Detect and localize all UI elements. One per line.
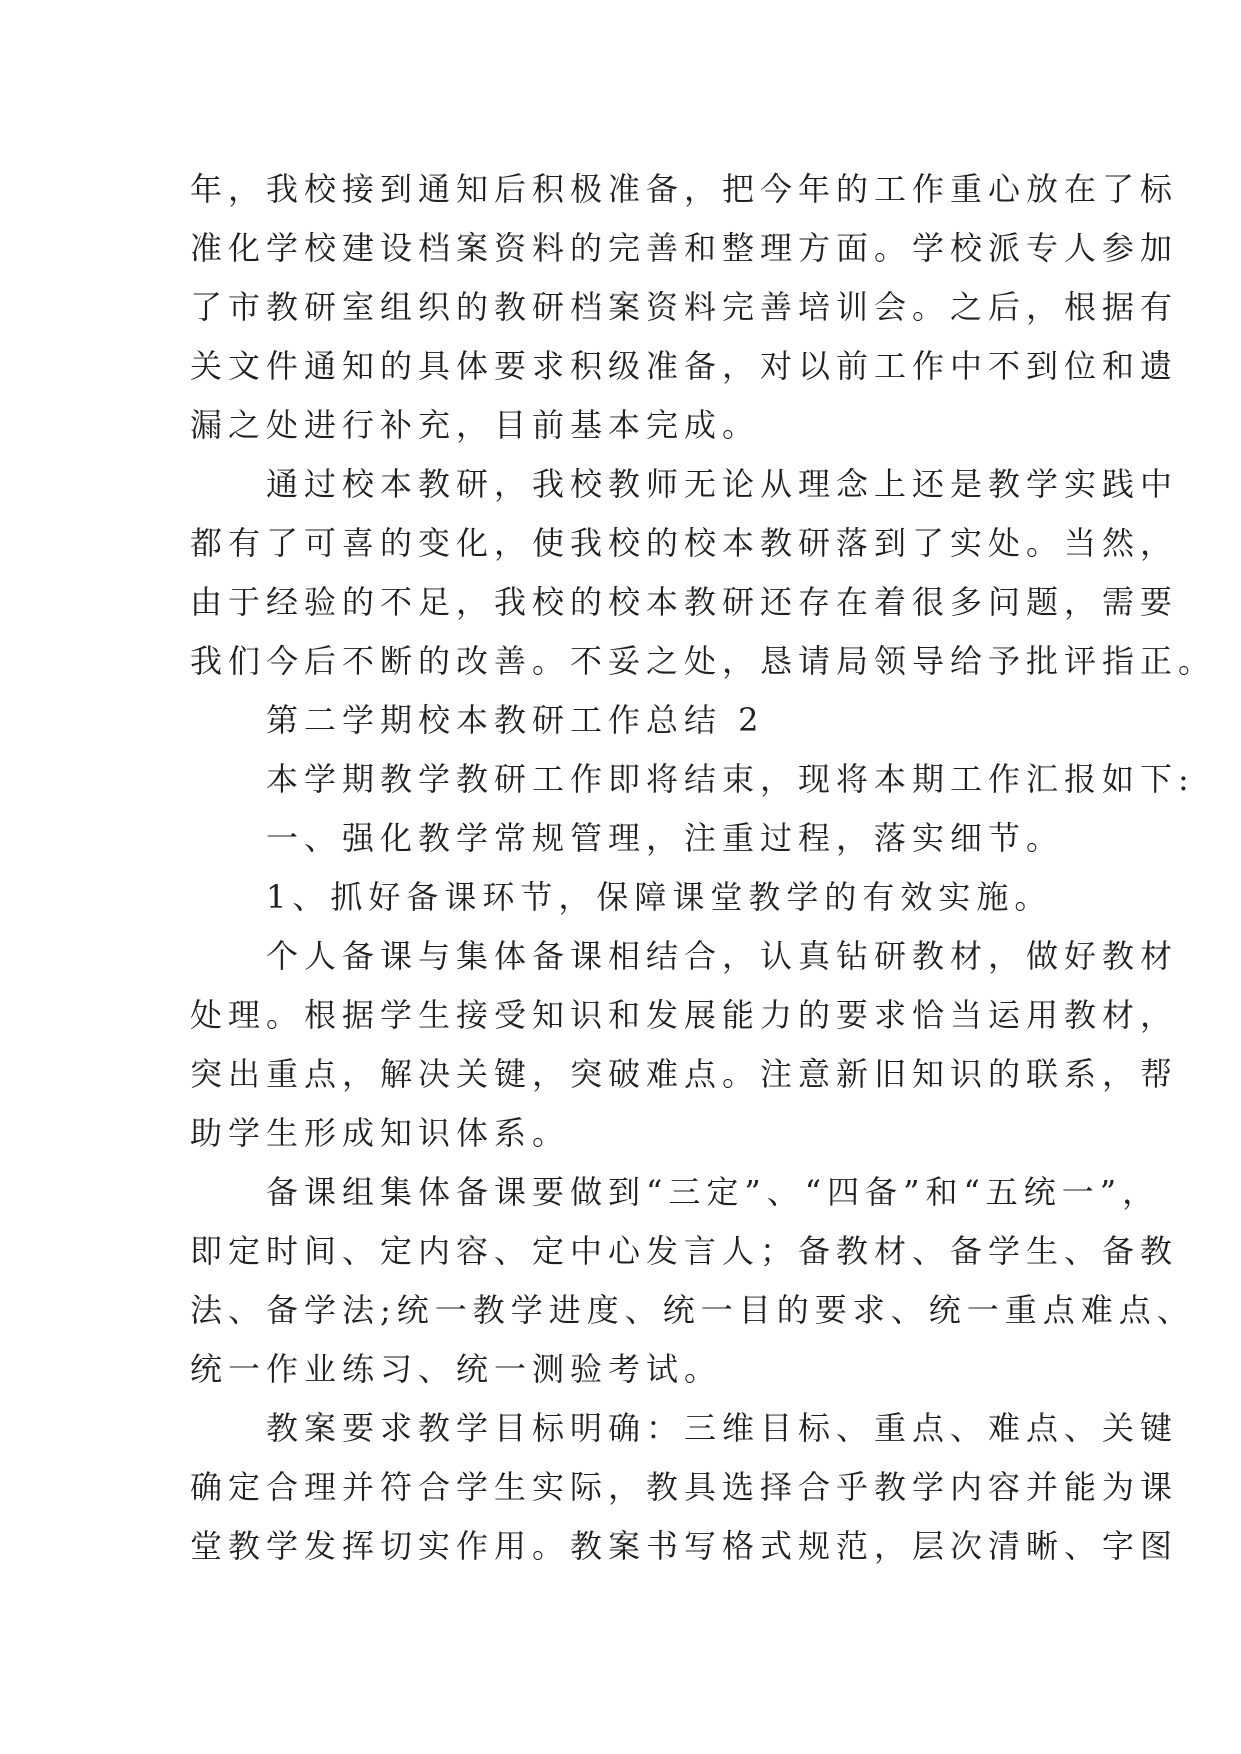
text-line: 确定合理并符合学生实际，教具选择合乎教学内容并能为课 [190,1468,1179,1506]
text-line: 备课组集体备课要做到“三定”、“四备”和“五统一”， [190,1173,1161,1211]
text-line: 本学期教学教研工作即将结束，现将本期工作汇报如下: [190,760,1195,798]
text-line: 关文件通知的具体要求积级准备，对以前工作中不到位和遗 [190,347,1179,385]
text-line: 了市教研室组织的教研档案资料完善培训会。之后，根据有 [190,288,1179,326]
text-line: 突出重点，解决关键，突破难点。注意新旧知识的联系，帮 [190,1055,1179,1093]
text-line: 处理。根据学生接受知识和发展能力的要求恰当运用教材， [190,996,1179,1034]
text-line: 通过校本教研，我校教师无论从理念上还是教学实践中 [190,465,1179,503]
text-line: 准化学校建设档案资料的完善和整理方面。学校派专人参加 [190,229,1179,267]
text-line: 统一作业练习、统一测验考试。 [190,1350,723,1388]
text-line: 教案要求教学目标明确：三维目标、重点、难点、关键 [190,1409,1179,1447]
text-line: 助学生形成知识体系。 [190,1114,571,1152]
text-line: 都有了可喜的变化，使我校的校本教研落到了实处。当然， [190,524,1179,562]
subsection-heading: 1、抓好备课环节，保障课堂教学的有效实施。 [190,878,1053,916]
text-line: 个人备课与集体备课相结合，认真钻研教材，做好教材 [190,937,1179,975]
text-line: 即定时间、定内容、定中心发言人；备教材、备学生、备教 [190,1232,1179,1270]
document-body [190,160,1217,1576]
section-heading: 一、强化教学常规管理，注重过程，落实细节。 [190,819,1065,857]
text-line: 堂教学发挥切实作用。教案书写格式规范，层次清晰、字图 [190,1527,1179,1565]
text-line: 漏之处进行补充，目前基本完成。 [190,406,761,444]
section-title: 第二学期校本教研工作总结 2 [190,701,765,739]
text-line: 由于经验的不足，我校的校本教研还存在着很多问题，需要 [190,583,1179,621]
text-line: 法、备学法;统一教学进度、统一目的要求、统一重点难点、 [190,1291,1195,1329]
text-line: 年，我校接到通知后积极准备，把今年的工作重心放在了标 [190,170,1179,208]
text-line: 我们今后不断的改善。不妥之处，恳请局领导给予批评指正。 [190,642,1217,680]
